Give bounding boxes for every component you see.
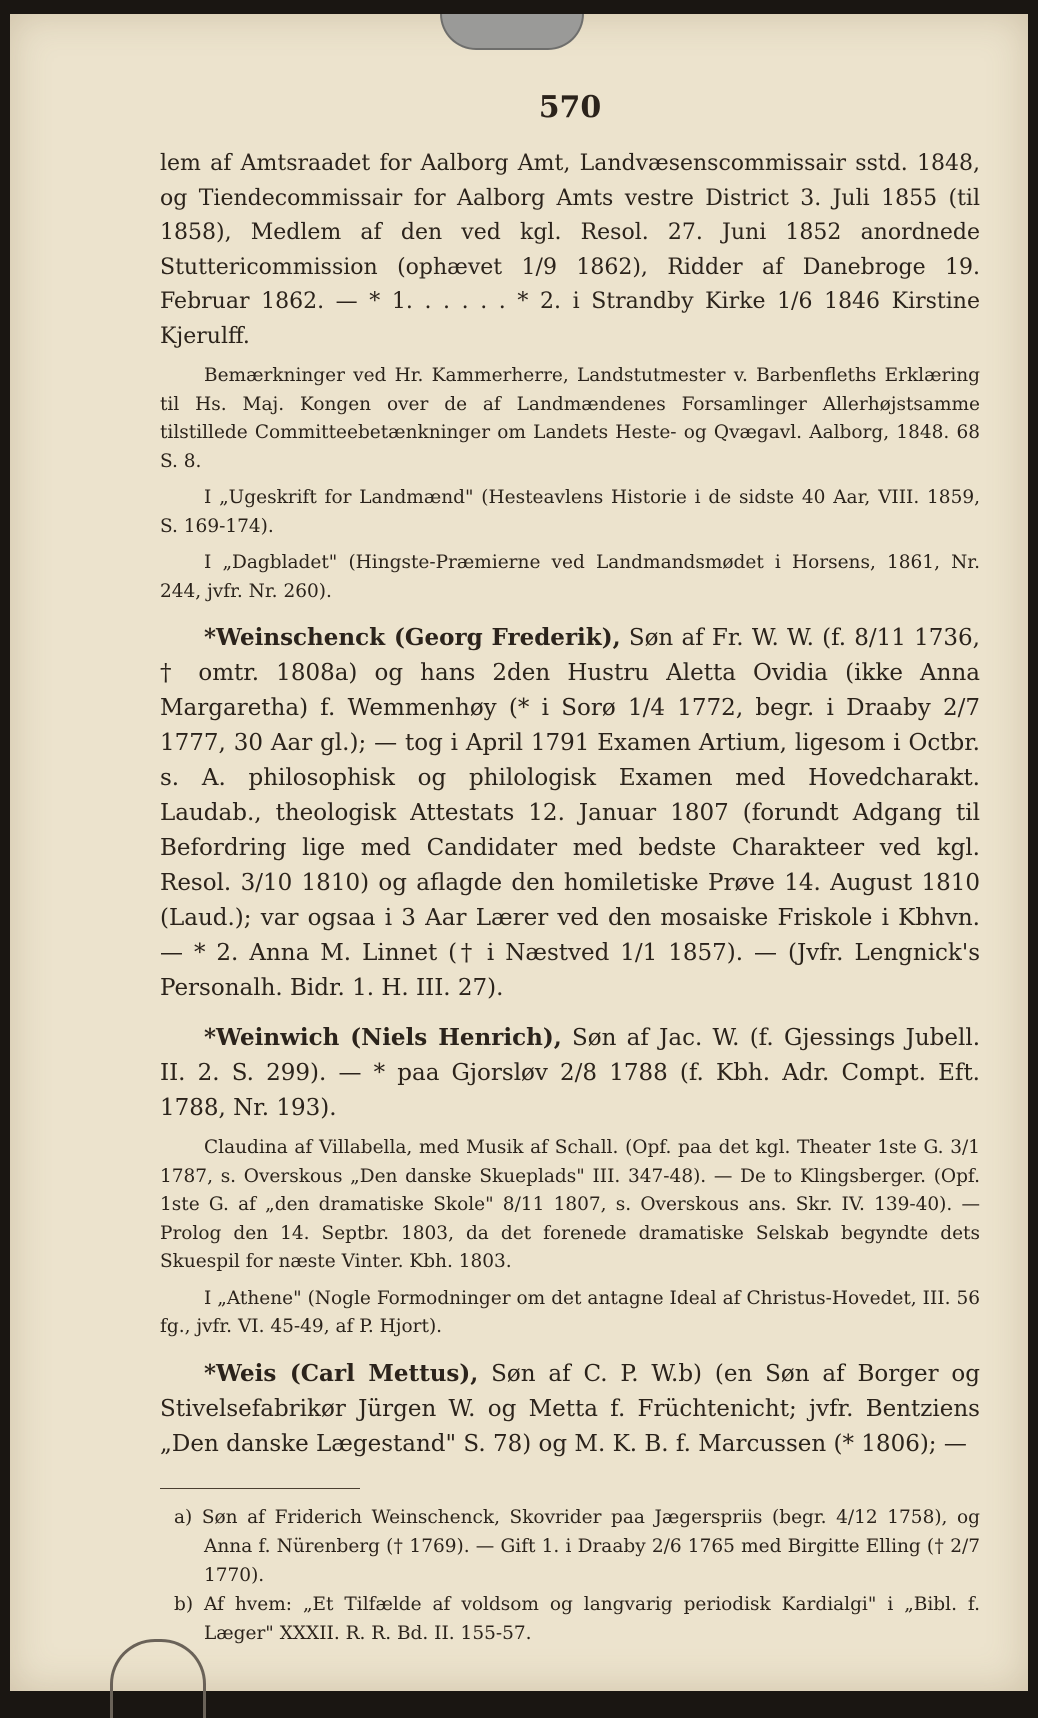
entry-weinwich bbox=[160, 1020, 980, 1126]
bibliography-ugeskrift: I „Ugeskrift for Landmænd" (Hesteavlens Historie i de sidste 40 Aar, VIII. 1859, S. 169-174). bbox=[160, 487, 980, 537]
footnote-a: a) Søn af Friderich Weinschenck, Skovrider paa Jægerspriis (begr. 4/12 1758), og Anna f. Nürenberg († 1769). — Gift 1. i Draaby 2/6 1765 med Birgitte Elling († 2/7 1770). bbox=[174, 1506, 980, 1586]
entry-heading: *Weis (Carl Mettus), bbox=[204, 1359, 479, 1387]
page-clip-top bbox=[440, 14, 584, 50]
entry-heading: *Weinschenck (Georg Frederik), bbox=[204, 624, 621, 651]
page-clip-bottom bbox=[110, 1639, 206, 1718]
entry-body: Søn af C. P. W.b) (en Søn af Borger og Stivelsefabrikør Jürgen W. og Metta f. Früchtenicht; jvfr. Bentziens „Den danske Lægestand" S. 78) og M. K. B. f. Marcussen (* 1806); — bbox=[160, 1360, 980, 1457]
paragraph-continuation: lem af Amtsraadet for Aalborg Amt, Landvæsenscommissair sstd. 1848, og Tiendecommissair for Aalborg Amts vestre District 3. Juli 1855 (til 1858), Medlem af den ved kgl. Resol. 27. Juni 1852 anordnede Stuttericommission (ophævet 1/9 1862), Ridder af Danebroge 19. Februar 1862. — * 1. . . . . . * 2. i Strandby Kirke 1/6 1846 Kirstine Kjerulff. bbox=[160, 151, 980, 349]
entry-body: Søn af Jac. W. (f. Gjessings Jubell. II. 2. S. 299). — * paa Gjorsløv 2/8 1788 (f. Kbh. Adr. Compt. Eft. 1788, Nr. 193). bbox=[160, 1025, 980, 1121]
entry-heading: *Weinwich (Niels Henrich), bbox=[204, 1024, 562, 1051]
entry-body: Søn af Fr. W. W. (f. 8/11 1736, † omtr. 1808a) og hans 2den Hustru Aletta Ovidia (ikke Anna Margaretha) f. Wemmenhøy (* i Sorø 1/4 1772, begr. i Draaby 2/7 1777, 30 Aar gl.); — tog i April 1791 Examen Artium, ligesom i Octbr. s. A. philosophisk og philologisk Examen med Hovedcharakt. Laudab., theologisk Attestats 12. Januar 1807 (forundt Adgang til Befordring lige med Candidater med bedste Charakteer ved kgl. Resol. 3/10 1810) og aflagde den homiletiske Prøve 14. August 1810 (Laud.); var ogsaa i 3 Aar Lærer ved den mosaiske Friskole i Kbhvn. — * 2. Anna M. Linnet († i Næstved 1/1 1857). — (Jvfr. Lengnick's Personalh. Bidr. 1. H. III. 27). bbox=[160, 625, 980, 1001]
book-page bbox=[10, 14, 1028, 1691]
bibliography-claudina: Claudina af Villabella, med Musik af Schall. (Opf. paa det kgl. Theater 1ste G. 3/1 1787, s. Overskous „Den danske Skueplads" III. 347-48). — De to Klingsberger. (Opf. 1ste G. af „den dramatiske Skole" 8/11 1807, s. Overskous ans. Skr. IV. 139-40). — Prolog den 14. Septbr. 1803, da det forenede dramatiske Selskab begyndte dets Skuespil for næste Vinter. Kbh. 1803. bbox=[160, 1137, 980, 1272]
page-text bbox=[160, 84, 980, 1648]
footnote-divider bbox=[160, 1488, 360, 1489]
footnote-b: b) Af hvem: „Et Tilfælde af voldsom og langvarig periodisk Kardialgi" i „Bibl. f. Læger" XXXII. R. R. Bd. II. 155-57. bbox=[174, 1593, 980, 1644]
entry-weinschenck bbox=[160, 620, 980, 1006]
bibliography-dagbladet: I „Dagbladet" (Hingste-Præmierne ved Landmandsmødet i Horsens, 1861, Nr. 244, jvfr. Nr. 260). bbox=[160, 552, 980, 602]
bibliography-athene: I „Athene" (Nogle Formodninger om det antagne Ideal af Christus-Hovedet, III. 56 fg., jvfr. VI. 45-49, af P. Hjort). bbox=[160, 1287, 980, 1337]
bibliography-remarks: Bemærkninger ved Hr. Kammerherre, Landstutmester v. Barbenfleths Erklæring til Hs. Maj. Kongen over de af Landmændenes Forsamlinger Allerhøjstsamme tilstillede Committeebetænkninger om Landets Heste- og Qvægavl. Aalborg, 1848. 68 S. 8. bbox=[160, 365, 980, 472]
page-number: 570 bbox=[538, 90, 602, 125]
entry-weis bbox=[160, 1356, 980, 1462]
